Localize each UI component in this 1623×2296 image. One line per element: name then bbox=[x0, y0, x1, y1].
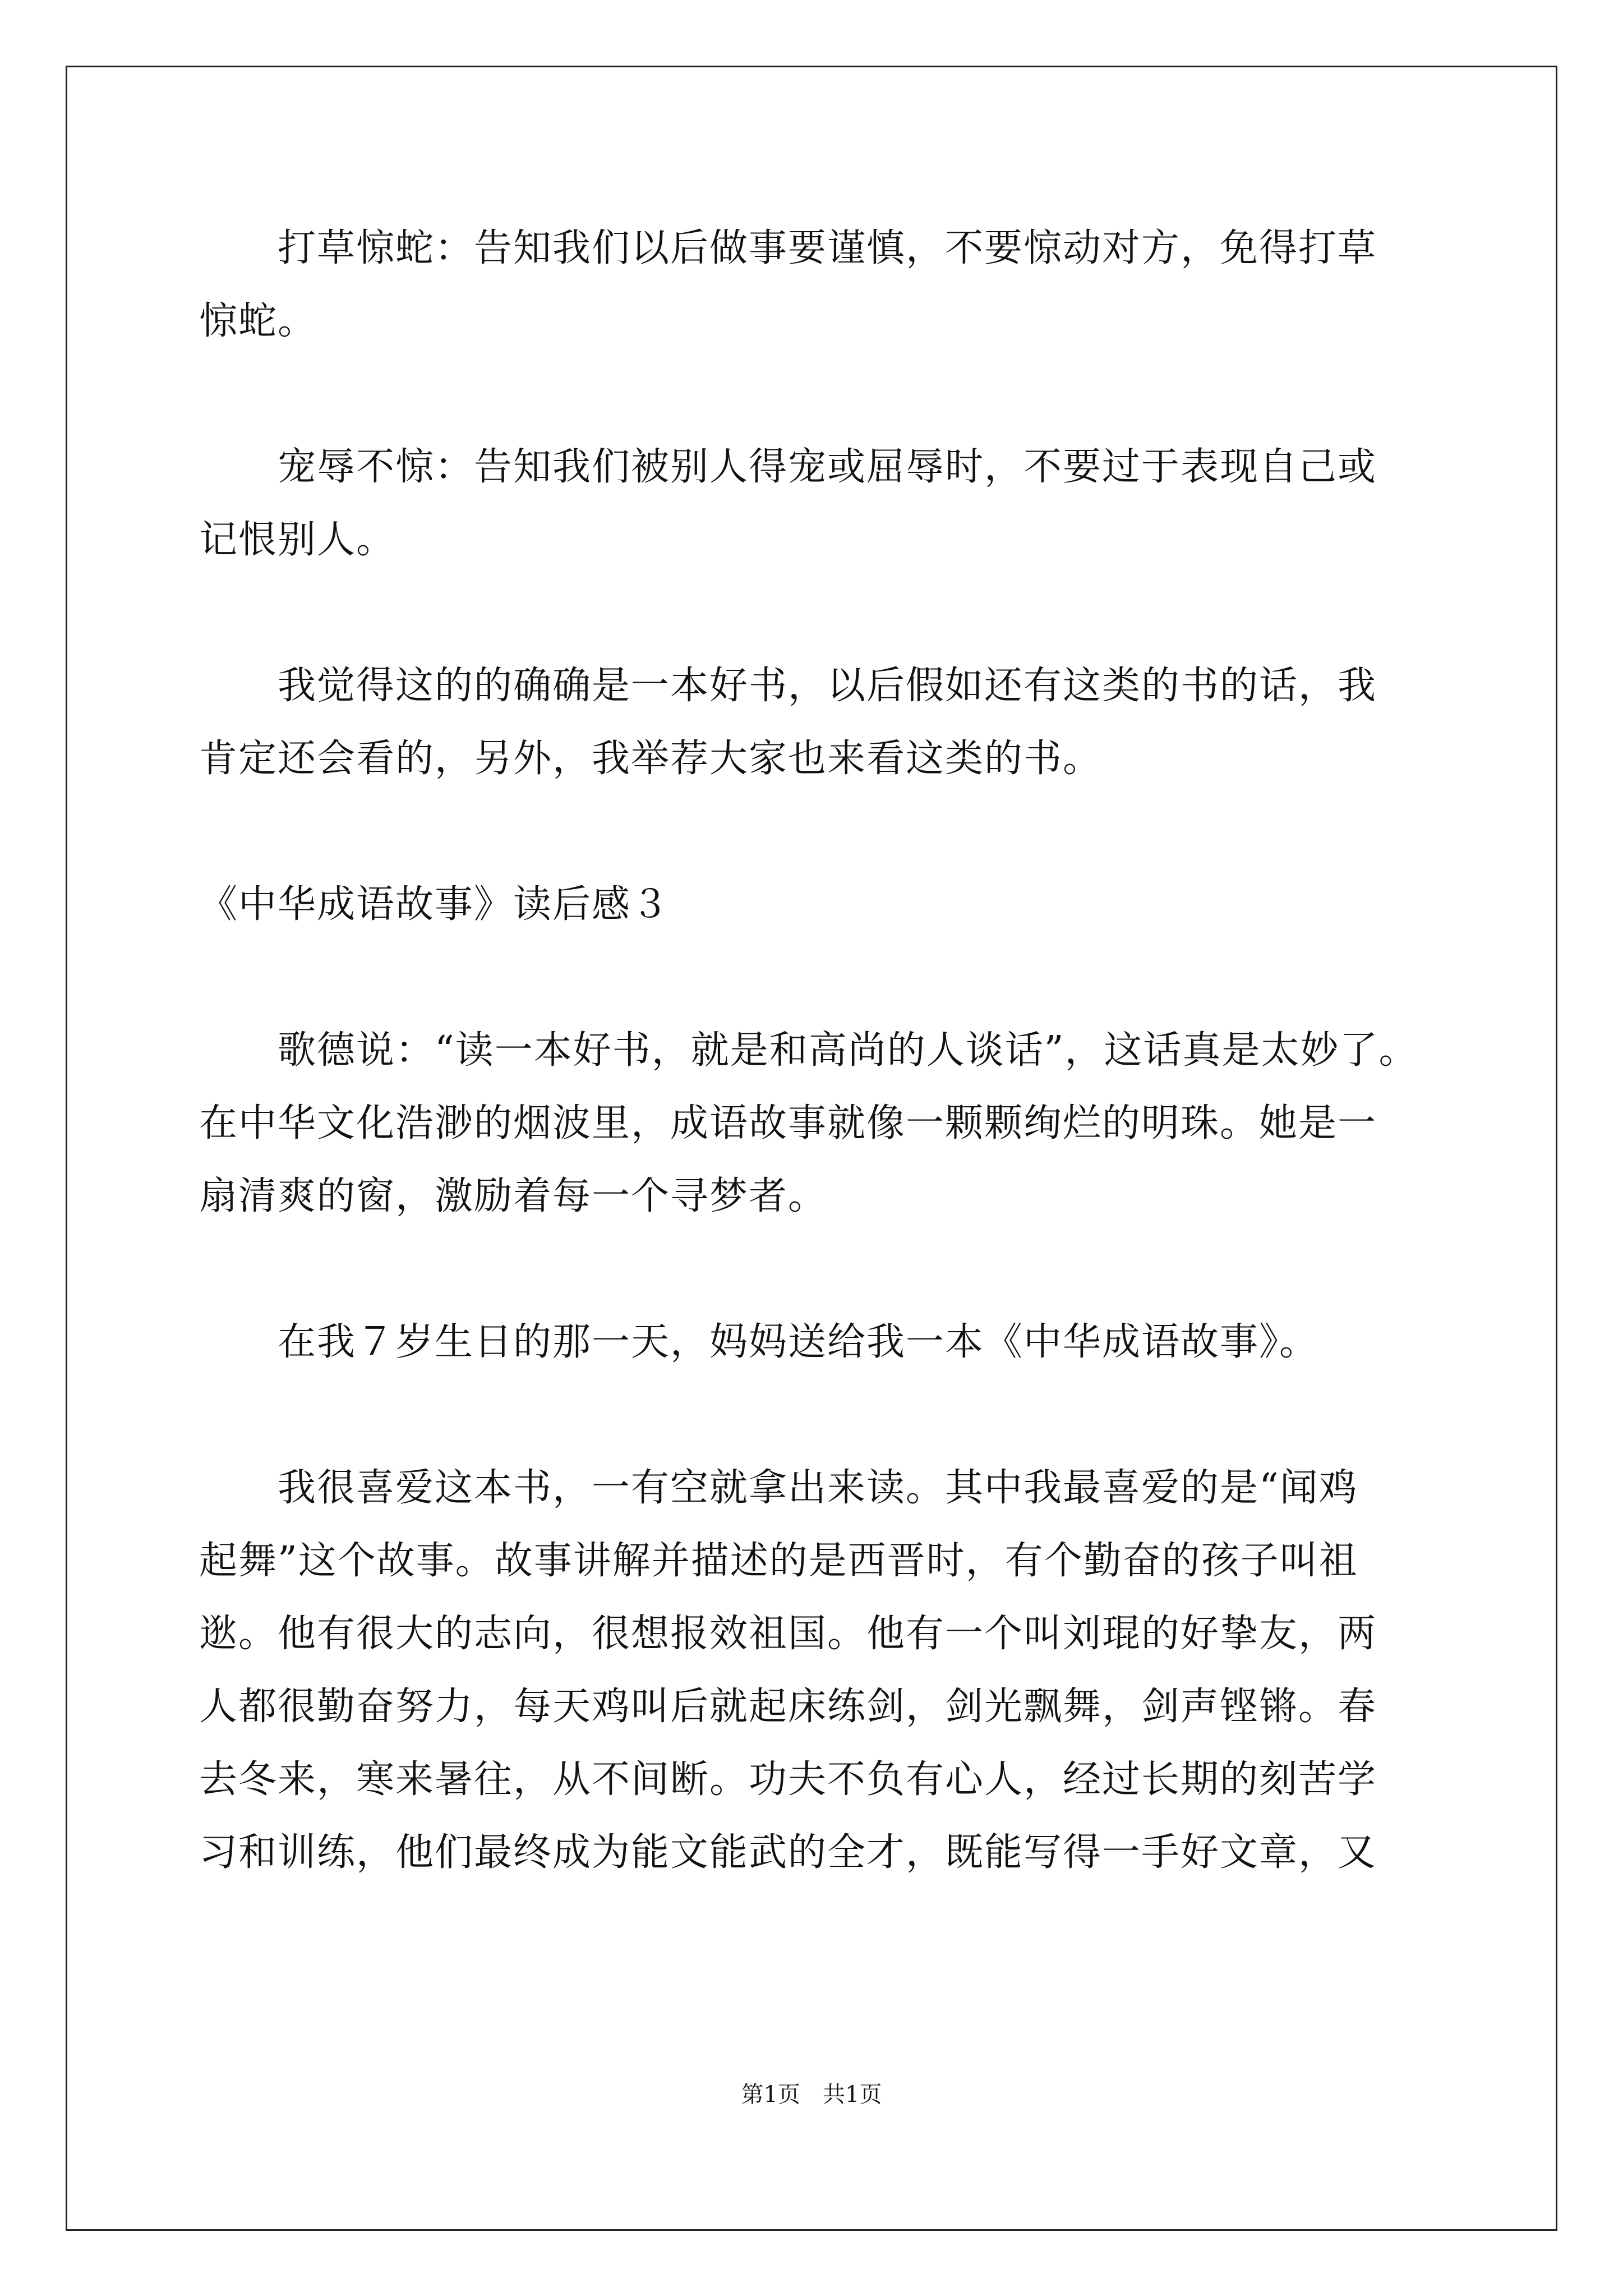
text-line: 在我７岁生日的那一天，妈妈送给我一本《中华成语故事》。 bbox=[199, 1320, 1319, 1364]
text-line: 在中华文化浩渺的烟波里，成语故事就像一颗颗绚烂的明珠。她是一 bbox=[199, 1101, 1377, 1145]
text-line: 肯定还会看的，另外，我举荐大家也来看这类的书。 bbox=[199, 737, 1103, 781]
text-line: 逖。他有很大的志向，很想报效祖国。他有一个叫刘琨的好挚友，两 bbox=[199, 1612, 1377, 1656]
text-line: 习和训练，他们最终成为能文能武的全才，既能写得一手好文章，又 bbox=[199, 1830, 1377, 1875]
text-line: 我很喜爱这本书，一有空就拿出来读。其中我最喜爱的是“闻鸡 bbox=[199, 1466, 1358, 1510]
page-footer: 第1页 共1页 bbox=[741, 2082, 882, 2108]
text-line: 打草惊蛇：告知我们以后做事要谨慎，不要惊动对方，免得打草 bbox=[199, 226, 1377, 270]
text-line: 我觉得这的的确确是一本好书，以后假如还有这类的书的话，我 bbox=[199, 664, 1377, 708]
section-heading: 《中华成语故事》读后感３ bbox=[199, 882, 671, 927]
text-line: 歌德说：“读一本好书，就是和高尚的人谈话”，这话真是太妙了。 bbox=[199, 1028, 1418, 1073]
text-line: 人都很勤奋努力，每天鸡叫后就起床练剑，剑光飘舞，剑声铿锵。春 bbox=[199, 1685, 1377, 1729]
text-line: 去冬来，寒来暑往，从不间断。功夫不负有心人，经过长期的刻苦学 bbox=[199, 1757, 1377, 1802]
text-line: 惊蛇。 bbox=[199, 299, 317, 343]
text-line: 宠辱不惊：告知我们被别人得宠或屈辱时，不要过于表现自己或 bbox=[199, 445, 1377, 489]
page-border bbox=[66, 66, 1557, 2231]
text-line: 记恨别人。 bbox=[199, 518, 396, 562]
text-line: 起舞”这个故事。故事讲解并描述的是西晋时，有个勤奋的孩子叫祖 bbox=[199, 1539, 1358, 1583]
text-line: 扇清爽的窗，激励着每一个寻梦者。 bbox=[199, 1174, 828, 1218]
